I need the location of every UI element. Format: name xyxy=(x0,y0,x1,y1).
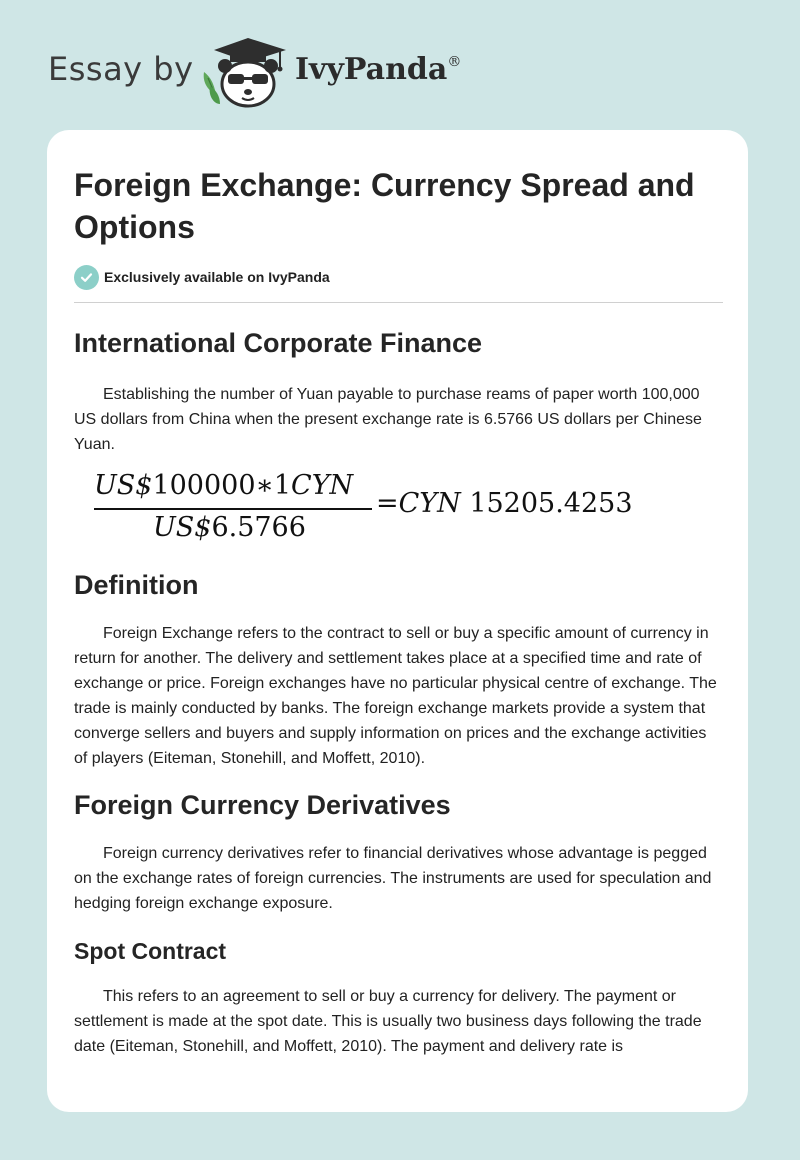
article-content xyxy=(74,164,723,1059)
formula-numerator xyxy=(94,470,353,501)
panda-logo-icon[interactable] xyxy=(200,34,294,110)
brand-name-text: IvyPanda xyxy=(295,52,448,87)
brand-name xyxy=(295,52,461,87)
formula-denominator-currency: US$ xyxy=(153,512,212,543)
registered-mark: ® xyxy=(447,54,462,70)
section-paragraph: Establishing the number of Yuan payable to purchase reams of paper worth 100,000 US dollars from China when the present exchange rate is 6.5766 US dollars per Chinese Yuan. xyxy=(74,386,702,453)
article-card xyxy=(47,130,748,1112)
formula-result-unit: =CYN xyxy=(376,488,461,519)
formula-numerator-amount: 100000∗1 xyxy=(152,470,292,501)
formula-result xyxy=(376,488,633,519)
section-heading-foreign-currency-derivatives: Foreign Currency Derivatives xyxy=(74,790,451,820)
section-heading-spot-contract: Spot Contract xyxy=(74,938,227,964)
exclusive-badge xyxy=(74,264,723,290)
exchange-formula xyxy=(74,468,723,548)
formula-numerator-currency: US$ xyxy=(94,470,153,501)
section-paragraph: Foreign currency derivatives refer to financial derivatives whose advantage is pegged on the exchange rates of foreign currencies. The instruments are used for speculation and hedging foreign exchange exposure. xyxy=(74,845,712,912)
section-heading-international-corporate-finance: International Corporate Finance xyxy=(74,328,483,358)
brand-prefix: Essay by xyxy=(48,50,194,88)
title-divider xyxy=(74,302,723,303)
badge-label: Exclusively available on IvyPanda xyxy=(104,269,330,285)
formula-result-amount: 15205.4253 xyxy=(460,488,633,519)
section-paragraph: This refers to an agreement to sell or buy a currency for delivery. The payment or settlement is made at the spot date. This is usually two business days following the trade date (Eiteman, Stonehill, and Moffett, 2010). The payment and delivery rate is xyxy=(74,988,702,1055)
fraction-bar xyxy=(94,508,372,510)
site-header xyxy=(0,0,800,130)
article-title: Foreign Exchange: Currency Spread and Options xyxy=(74,167,695,245)
formula-denominator-amount: 6.5766 xyxy=(211,512,306,543)
formula-denominator xyxy=(153,512,306,543)
check-icon xyxy=(74,265,99,290)
section-paragraph: Foreign Exchange refers to the contract to sell or buy a specific amount of currency in return for another. The delivery and settlement takes place at a specified time and rate of exchange or price. Foreign exchanges have no particular physical centre of exchange. The trade is mainly conducted by banks. The foreign exchange markets provide a system that converge sellers and buyers and supply information on prices and the exchange activities of players (Eiteman, Stonehill, and Moffett, 2010). xyxy=(74,625,717,767)
formula-numerator-unit: CYN xyxy=(291,470,354,501)
section-heading-definition: Definition xyxy=(74,570,199,600)
